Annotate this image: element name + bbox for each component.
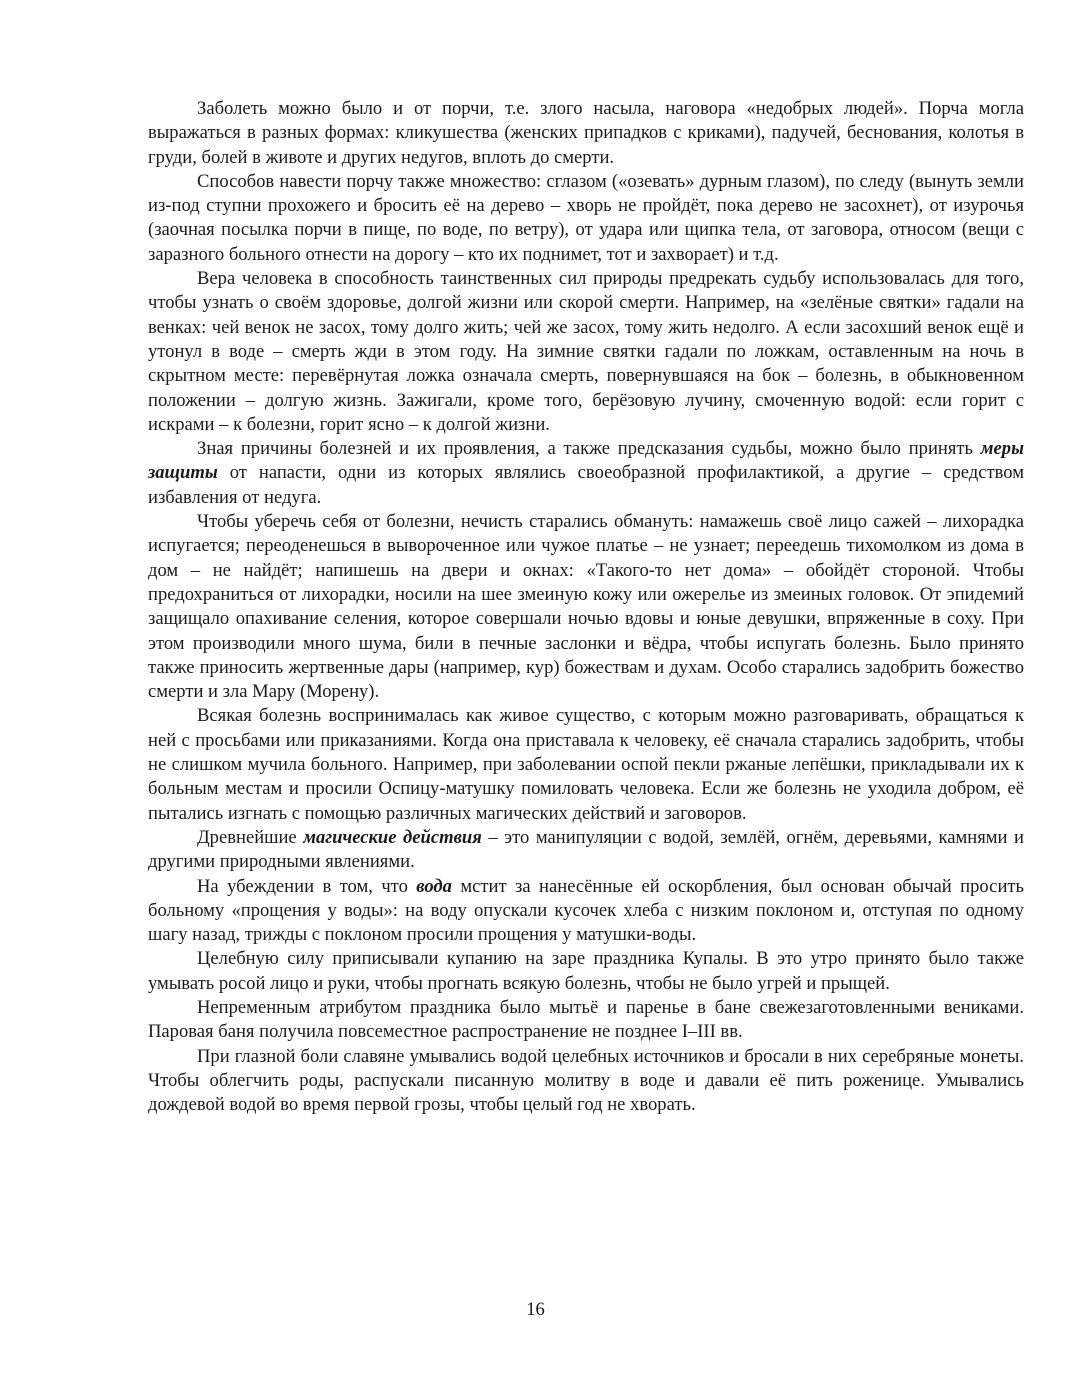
paragraph-spoilage: Заболеть можно было и от порчи, т.е. злого насыла, наговора «недобрых людей». Порча могла выражаться в разных формах: кликушества (женских припадков с криками), падучей, беснования, колотья в груди, болей в животе и других недугов, вплоть до смерти. [148,98,1024,168]
text-span: Зная причины болезней и их проявления, а также предсказания судьбы, можно было принять [197,438,981,460]
paragraph-illness-as-being: Всякая болезнь воспринималась как живое существо, с которым можно разговаривать, обращаться к ней с просьбами или приказаниями. Когда она приставала к человеку, её сначала старались задобрить, чтобы не слишком мучила больного. Например, при заболевании оспой пекли ржаные лепёшки, прикладывали их к больным местам и просили Оспицу-матушку помиловать человека. Если же болезнь не уходила добром, её пытались изгнать с помощью различных магических действий и заговоров. [148,705,1024,824]
emphasis-term: магические действия [303,826,482,848]
paragraph-bathhouse: Непременным атрибутом праздника было мытьё и паренье в бане свежезаготовленными вениками. Паровая баня получила повсеместное распространение не позднее I–III вв. [148,996,1024,1043]
paragraph-protection-measures [148,437,1024,510]
text-span: от напасти, одни из которых являлись своеобразной профилактикой, а другие – средством избавления от недуга. [148,462,1024,508]
paragraph-eye-pain: При глазной боли славяне умывались водой целебных источников и бросали в них серебряные монеты. Чтобы облегчить роды, распускали писанную молитву в воде и давали её пить роженице. Умывались дождевой водой во время первой грозы, чтобы целый год не хворать. [148,1045,1024,1116]
emphasis-term: меры защиты [148,438,1024,484]
paragraph-magic-actions [148,826,1024,875]
document-body [148,97,1024,1117]
paragraph-spoilage-methods: Способов навести порчу также множество: сглазом («озевать» дурным глазом), по следу (вынуть земли из-под ступни прохожего и бросить её на дерево – хворь не пройдёт, пока дерево не засохнет), от изурочья (заочная посылка порчи в пище, по воде, по ветру), от удара или щипка тела, от заговора, относом (вещи с заразного больного отнести на дорогу – кто их поднимет, тот и захворает) и т.д. [148,170,1024,265]
paragraph-water [148,875,1024,948]
text-span: мстит за нанесённые ей оскорбления, был основан обычай просить больному «прощения у воды»: на воду опускали кусочек хлеба с низким поклоном и, отступая по одному шагу назад, трижды с поклоном просили прощения у матушки-воды. [148,875,1024,946]
paragraph-divination: Вера человека в способность таинственных сил природы предрекать судьбу использовалась для того, чтобы узнать о своём здоровье, долгой жизни или скорой смерти. Например, на «зелёные святки» гадали на венках: чей венок не засох, тому долго жить; чей же засох, тому жить недолго. А если засохший венок ещё и утонул в воде – смерть жди в этом году. На зимние святки гадали по ложкам, оставленным на ночь в скрытном месте: перевёрнутая ложка означала смерть, повернувшаяся на бок – болезнь, в обыкновенном положении – долгую жизнь. Зажигали, кроме того, берёзовую лучину, смоченную водой: если горит с искрами – к болезни, горит ясно – к долгой жизни. [148,268,1024,435]
text-span: На убеждении в том, что [197,875,417,897]
page-number: 16 [526,1299,545,1320]
paragraph-kupala: Целебную силу приписывали купанию на заре праздника Купалы. В это утро принято было также умывать росой лицо и руки, чтобы прогнать всякую болезнь, чтобы не было угрей и прыщей. [148,948,1024,994]
text-span: – это манипуляции с водой, землёй, огнём, деревьями, камнями и другими природными явлениями. [148,826,1024,873]
paragraph-deceiving-evil: Чтобы уберечь себя от болезни, нечисть старались обмануть: намажешь своё лицо сажей – лихорадка испугается; переоденешься в вывороченное или чужое платье – не узнает; переедешь тихомолком из дома в дом – не найдёт; напишешь на двери и окнах: «Такого-то нет дома» – обойдёт стороной. Чтобы предохраниться от лихорадки, носили на шее змеиную кожу или ожерелье из змеиных головок. От эпидемий защищало опахивание селения, которое совершали ночью вдовы и юные девушки, впряженные в соху. При этом производили много шума, били в печные заслонки и вёдра, чтобы испугать болезнь. Было принято также приносить жертвенные дары (например, кур) божествам и духам. Особо старались задобрить божество смерти и зла Мару (Морену). [148,511,1024,703]
emphasis-term: вода [416,875,452,897]
text-span: Древнейшие [197,826,304,848]
